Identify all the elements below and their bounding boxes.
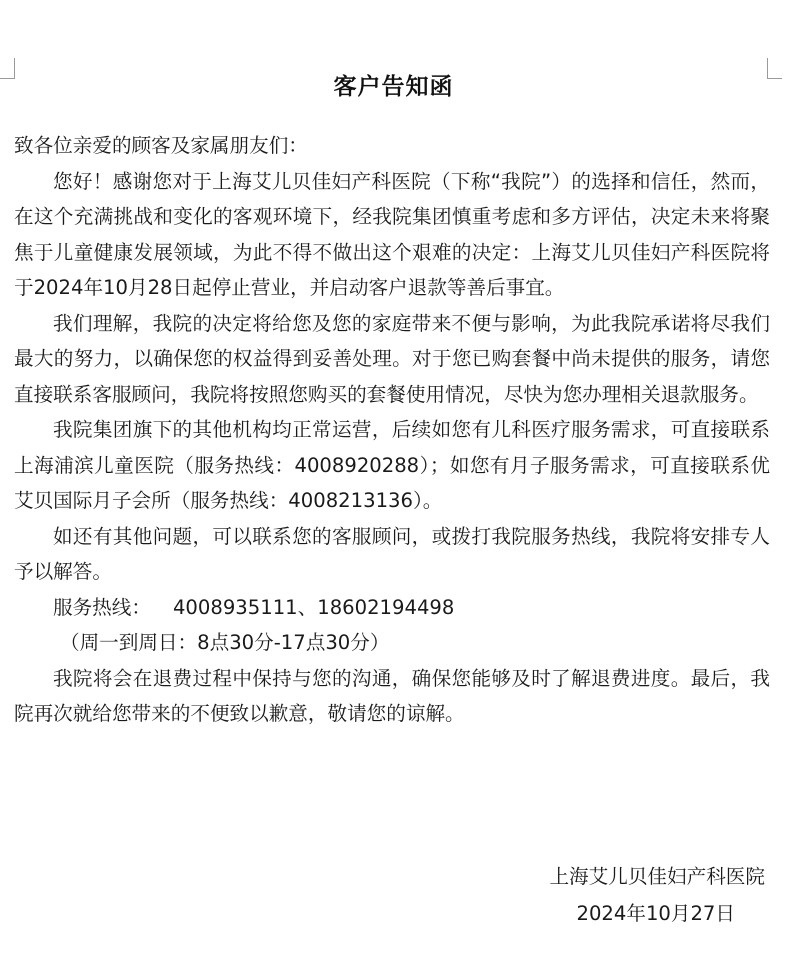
paragraph-closing: 我院将会在退费过程中保持与您的沟通，确保您能够及时了解退费进度。最后，我院再次就给您带来的不便致以歉意，敬请您的谅解。: [14, 666, 770, 725]
document-title: 客户告知函: [333, 74, 454, 100]
letter-body: [14, 128, 770, 732]
hotline-label: 服务热线：: [53, 595, 151, 619]
greeting: 致各位亲爱的顾客及家属朋友们：: [14, 134, 308, 157]
paragraph-contact: 如还有其他问题，可以联系您的客服顾问，或拨打我院服务热线，我院将安排专人予以解答。: [14, 524, 770, 583]
hotline-numbers: 4008935111、18602194498: [172, 595, 455, 619]
signature-block: [380, 858, 765, 932]
service-hotline-line: [14, 590, 770, 626]
paragraph-other-institutions: 我院集团旗下的其他机构均正常运营，后续如您有儿科医疗服务需求，可直接联系上海浦滨儿童医院（服务热线：4008920288）；如您有月子服务需求，可直接联系优艾贝国际月子会所（服务热线：4008213136）。: [14, 418, 770, 512]
paragraph-refund-commitment: 我们理解，我院的决定将给您及您的家庭带来不便与影响，为此我院承诺将尽我们最大的努力，以确保您的权益得到妥善处理。对于您已购套餐中尚未提供的服务，请您直接联系客服顾问，我院将按照您购买的套餐使用情况，尽快为您办理相关退款服务。: [14, 311, 770, 406]
signature-organization: 上海艾儿贝佳妇产科医院: [549, 865, 765, 888]
signature-date: 2024年10月27日: [576, 902, 735, 925]
service-hours: （周一到周日：8点30分-17点30分）: [60, 631, 390, 654]
paragraph-closure-notice: 您好！感谢您对于上海艾儿贝佳妇产科医院（下称“我院”）的选择和信任，然而，在这个充满挑战和变化的客观环境下，经我院集团慎重考虑和多方评估，决定未来将聚焦于儿童健康发展领域，为此不得不做出这个艰难的决定：上海艾儿贝佳妇产科医院将于2024年10月28日起停止营业，并启动客户退款等善后事宜。: [14, 169, 770, 299]
